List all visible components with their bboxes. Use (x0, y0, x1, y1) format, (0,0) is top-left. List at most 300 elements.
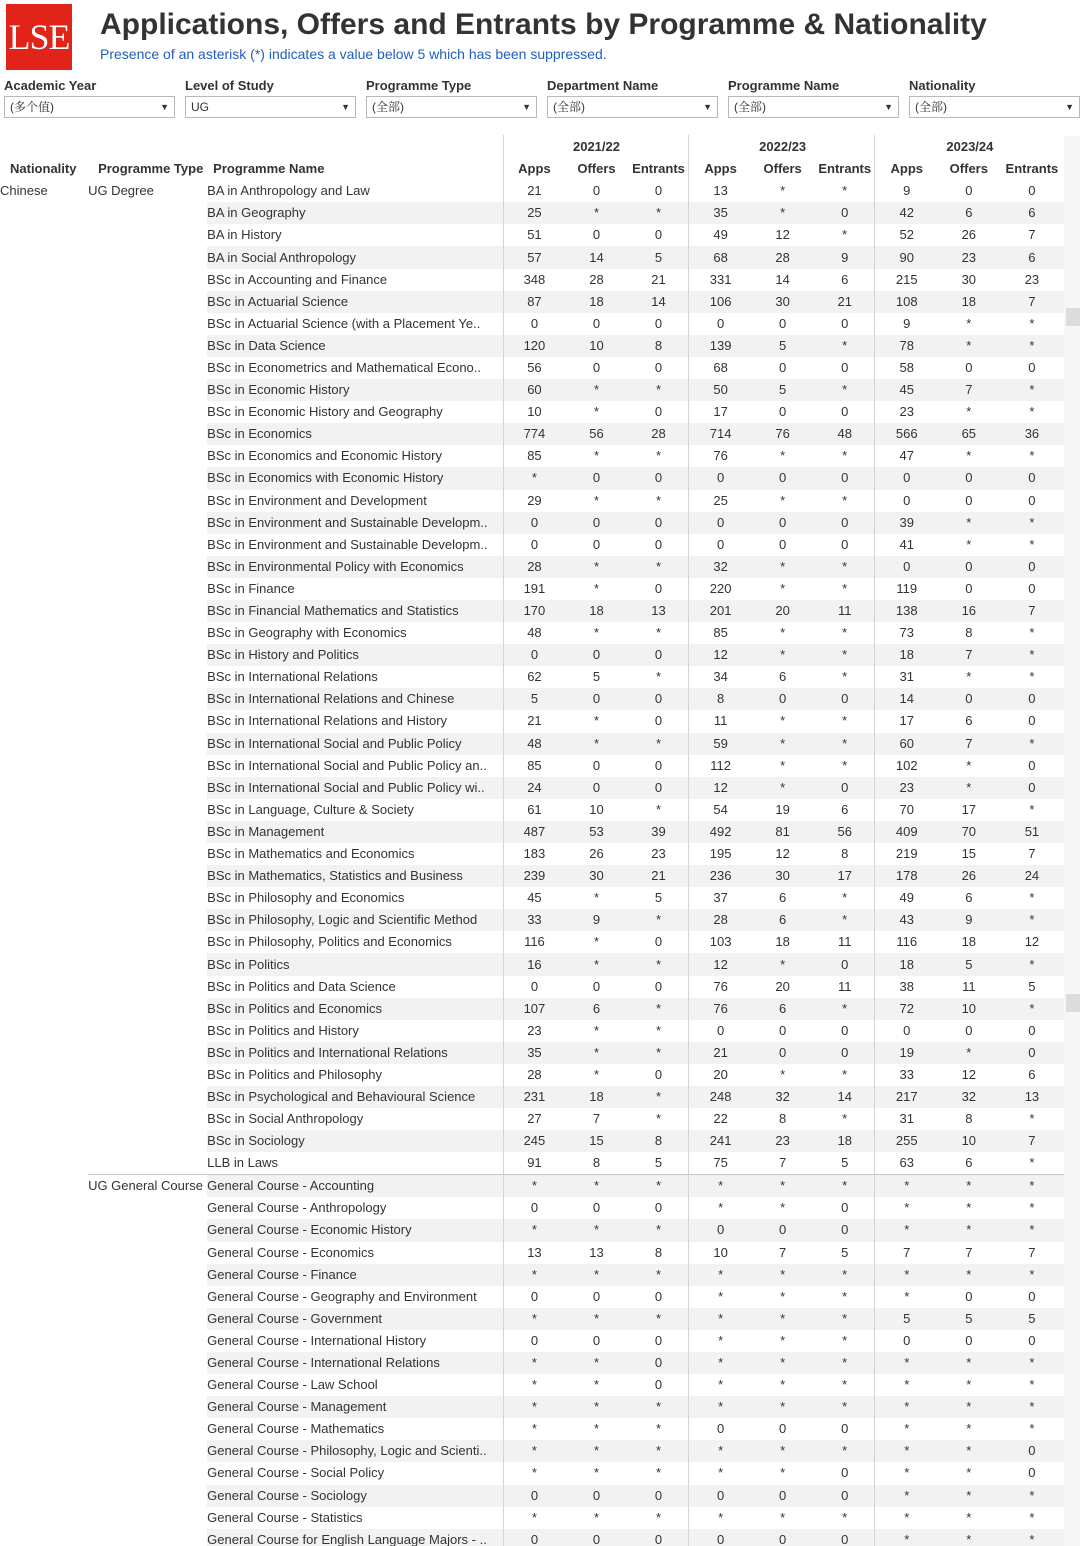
entrants-value-cell: * (1000, 1374, 1064, 1396)
apps-value-cell: 10 (690, 1242, 752, 1264)
entrants-value-cell: 0 (1000, 1462, 1064, 1484)
apps-value-cell: * (876, 1529, 938, 1546)
apps-value-cell: * (876, 1396, 938, 1418)
entrants-value-cell: * (814, 622, 876, 644)
apps-value-cell: 32 (690, 556, 752, 578)
apps-value-cell: 231 (503, 1086, 565, 1108)
column-header-apps[interactable]: Apps (704, 161, 737, 177)
offers-value-cell: 0 (565, 644, 627, 666)
offers-value-cell: 18 (752, 931, 814, 953)
entrants-value-cell: 0 (628, 578, 690, 600)
offers-value-cell: 0 (938, 467, 1000, 489)
programme-name-cell: BSc in Management (207, 821, 503, 843)
offers-value-cell: 18 (565, 291, 627, 313)
apps-value-cell: 48 (503, 733, 565, 755)
programme-name-cell: BSc in Psychological and Behavioural Science (207, 1086, 503, 1108)
entrants-value-cell: 5 (814, 1242, 876, 1264)
entrants-value-cell: 8 (628, 335, 690, 357)
entrants-value-cell: 0 (814, 1529, 876, 1546)
offers-value-cell: * (565, 1462, 627, 1484)
apps-value-cell: * (690, 1197, 752, 1219)
entrants-value-cell: 0 (1000, 467, 1064, 489)
column-header-programme-type[interactable]: Programme Type (98, 161, 204, 177)
entrants-value-cell: 21 (628, 865, 690, 887)
entrants-value-cell: 6 (1000, 246, 1064, 268)
programme-name-cell: BSc in International Relations and Chinese (207, 688, 503, 710)
entrants-value-cell: * (814, 578, 876, 600)
apps-value-cell: 236 (690, 865, 752, 887)
entrants-value-cell: 0 (628, 401, 690, 423)
offers-value-cell: * (938, 1175, 1000, 1198)
entrants-value-cell: 23 (628, 843, 690, 865)
apps-value-cell: 24 (503, 777, 565, 799)
apps-value-cell: 0 (503, 1286, 565, 1308)
entrants-value-cell: 0 (628, 710, 690, 732)
entrants-value-cell: 0 (1000, 1020, 1064, 1042)
programme-name-cell: General Course - Mathematics (207, 1418, 503, 1440)
offers-value-cell: 18 (938, 291, 1000, 313)
offers-value-cell: 7 (752, 1242, 814, 1264)
apps-value-cell: 0 (690, 467, 752, 489)
offers-value-cell: * (752, 777, 814, 799)
programme-name-cell: General Course - Philosophy, Logic and Scienti.. (207, 1440, 503, 1462)
apps-value-cell: * (690, 1374, 752, 1396)
programme-type-dropdown[interactable] (366, 96, 537, 118)
apps-value-cell: 106 (690, 291, 752, 313)
offers-value-cell: * (752, 202, 814, 224)
offers-value-cell: 5 (752, 335, 814, 357)
offers-value-cell: * (565, 931, 627, 953)
entrants-value-cell: 0 (628, 644, 690, 666)
offers-value-cell: * (752, 1396, 814, 1418)
programme-name-cell: General Course - Anthropology (207, 1197, 503, 1219)
filter-academic-year (4, 76, 175, 118)
entrants-value-cell: * (1000, 401, 1064, 423)
column-header-entrants[interactable]: Entrants (1005, 161, 1059, 177)
offers-value-cell: * (938, 1374, 1000, 1396)
entrants-value-cell: 0 (628, 1352, 690, 1374)
entrants-value-cell: * (1000, 1175, 1064, 1198)
offers-value-cell: 11 (938, 976, 1000, 998)
offers-value-cell: * (565, 953, 627, 975)
programme-name-cell: BSc in Environment and Sustainable Developm.. (207, 534, 503, 556)
apps-value-cell: 29 (503, 490, 565, 512)
offers-value-cell: * (752, 1440, 814, 1462)
entrants-value-cell: * (1000, 335, 1064, 357)
apps-value-cell: 191 (503, 578, 565, 600)
offers-value-cell: 20 (752, 600, 814, 622)
apps-value-cell: 0 (503, 1330, 565, 1352)
programme-name-cell: BSc in International Relations (207, 666, 503, 688)
apps-value-cell: 116 (876, 931, 938, 953)
offers-value-cell: 0 (752, 1219, 814, 1241)
entrants-value-cell: 11 (814, 976, 876, 998)
entrants-value-cell: * (1000, 953, 1064, 975)
offers-value-cell: 10 (565, 799, 627, 821)
apps-value-cell: 41 (876, 534, 938, 556)
dropdown-caret-icon: ▼ (522, 102, 531, 112)
department-name-dropdown[interactable] (547, 96, 718, 118)
offers-value-cell: * (565, 578, 627, 600)
entrants-value-cell: * (1000, 1264, 1064, 1286)
nationality-dropdown[interactable] (909, 96, 1080, 118)
entrants-value-cell: 7 (1000, 291, 1064, 313)
entrants-value-cell: 0 (1000, 1286, 1064, 1308)
programme-name-cell: General Course - Social Policy (207, 1462, 503, 1484)
apps-value-cell: 0 (503, 1485, 565, 1507)
offers-value-cell: 6 (938, 887, 1000, 909)
column-header-offers[interactable]: Offers (763, 161, 802, 177)
offers-value-cell: 10 (938, 1130, 1000, 1152)
entrants-value-cell: * (628, 490, 690, 512)
filter-level-of-study (185, 76, 356, 118)
apps-value-cell: 13 (503, 1242, 565, 1264)
apps-value-cell: 17 (690, 401, 752, 423)
entrants-value-cell: * (814, 1264, 876, 1286)
offers-value-cell: 7 (565, 1108, 627, 1130)
offers-value-cell: 5 (565, 666, 627, 688)
programme-name-cell: BSc in Philosophy and Economics (207, 887, 503, 909)
entrants-value-cell: * (814, 887, 876, 909)
entrants-value-cell: 24 (1000, 865, 1064, 887)
entrants-value-cell: * (628, 1418, 690, 1440)
entrants-value-cell: 0 (1000, 357, 1064, 379)
offers-value-cell: * (565, 1175, 627, 1198)
apps-value-cell: 47 (876, 445, 938, 467)
offers-value-cell: * (752, 556, 814, 578)
offers-value-cell: * (938, 755, 1000, 777)
column-header-entrants[interactable]: Entrants (818, 161, 872, 177)
programme-name-cell: BSc in Data Science (207, 335, 503, 357)
apps-value-cell: 0 (503, 534, 565, 556)
entrants-value-cell: 0 (1000, 1042, 1064, 1064)
offers-value-cell: * (565, 1418, 627, 1440)
entrants-value-cell: 23 (1000, 269, 1064, 291)
column-header-offers[interactable]: Offers (949, 161, 988, 177)
entrants-value-cell: * (814, 556, 876, 578)
entrants-value-cell: 5 (628, 246, 690, 268)
apps-value-cell: 38 (876, 976, 938, 998)
offers-value-cell: 8 (565, 1152, 627, 1175)
column-header-programme-name[interactable]: Programme Name (213, 161, 325, 177)
entrants-value-cell: 14 (814, 1086, 876, 1108)
entrants-value-cell: 0 (814, 777, 876, 799)
apps-value-cell: 68 (690, 246, 752, 268)
apps-value-cell: 348 (503, 269, 565, 291)
vertical-scrollbar[interactable] (1064, 136, 1080, 1546)
offers-value-cell: 16 (938, 600, 1000, 622)
programme-name-cell: BSc in Philosophy, Politics and Economics (207, 931, 503, 953)
offers-value-cell: 7 (938, 733, 1000, 755)
entrants-value-cell: * (814, 1330, 876, 1352)
entrants-value-cell: 0 (628, 1064, 690, 1086)
apps-value-cell: * (503, 1374, 565, 1396)
entrants-value-cell: 0 (814, 1197, 876, 1219)
offers-value-cell: 18 (938, 931, 1000, 953)
column-header-nationality[interactable]: Nationality (10, 161, 77, 177)
entrants-value-cell: * (814, 1108, 876, 1130)
dropdown-caret-icon: ▼ (160, 102, 169, 112)
entrants-value-cell: * (628, 1086, 690, 1108)
apps-value-cell: 91 (503, 1152, 565, 1175)
apps-value-cell: 28 (503, 1064, 565, 1086)
programme-name-cell: BSc in Politics and International Relations (207, 1042, 503, 1064)
offers-value-cell: 6 (752, 666, 814, 688)
academic-year-dropdown[interactable] (4, 96, 175, 118)
entrants-value-cell: 51 (1000, 821, 1064, 843)
programme-name-cell: BSc in Actuarial Science (with a Placement Ye.. (207, 313, 503, 335)
apps-value-cell: 75 (690, 1152, 752, 1175)
offers-value-cell: * (938, 1418, 1000, 1440)
apps-value-cell: * (690, 1264, 752, 1286)
column-header-apps[interactable]: Apps (518, 161, 551, 177)
apps-value-cell: 12 (690, 644, 752, 666)
apps-value-cell: 62 (503, 666, 565, 688)
programme-name-cell: BSc in International Social and Public Policy wi.. (207, 777, 503, 799)
offers-value-cell: * (565, 1020, 627, 1042)
entrants-value-cell: 9 (814, 246, 876, 268)
apps-value-cell: 248 (690, 1086, 752, 1108)
entrants-value-cell: 0 (628, 755, 690, 777)
entrants-value-cell: * (628, 909, 690, 931)
filter-value: (全部) (734, 100, 766, 114)
entrants-value-cell: * (1000, 887, 1064, 909)
entrants-value-cell: 0 (814, 512, 876, 534)
apps-value-cell: 16 (503, 953, 565, 975)
offers-value-cell: 0 (752, 467, 814, 489)
offers-value-cell: 0 (752, 357, 814, 379)
offers-value-cell: * (752, 1462, 814, 1484)
entrants-value-cell: * (814, 335, 876, 357)
offers-value-cell: 0 (565, 976, 627, 998)
entrants-value-cell: 0 (814, 1219, 876, 1241)
apps-value-cell: 25 (503, 202, 565, 224)
apps-value-cell: 34 (690, 666, 752, 688)
offers-value-cell: 32 (752, 1086, 814, 1108)
scrollbar-thumb[interactable] (1066, 994, 1080, 1012)
programme-name-dropdown[interactable] (728, 96, 899, 118)
year-header: 2023/24 (946, 139, 994, 155)
apps-value-cell: 195 (690, 843, 752, 865)
offers-value-cell: * (938, 666, 1000, 688)
apps-value-cell: 5 (503, 688, 565, 710)
programme-name-cell: BSc in Economics and Economic History (207, 445, 503, 467)
column-header-entrants[interactable]: Entrants (632, 161, 685, 177)
entrants-value-cell: 0 (628, 931, 690, 953)
entrants-value-cell: 0 (814, 534, 876, 556)
apps-value-cell: 87 (503, 291, 565, 313)
offers-value-cell: 6 (938, 1152, 1000, 1175)
offers-value-cell: 0 (938, 578, 1000, 600)
offers-value-cell: * (938, 777, 1000, 799)
offers-value-cell: * (752, 1286, 814, 1308)
offers-value-cell: 12 (752, 843, 814, 865)
offers-value-cell: 19 (752, 799, 814, 821)
filter-label: Department Name (547, 78, 659, 93)
entrants-value-cell: * (628, 1507, 690, 1529)
apps-value-cell: * (690, 1352, 752, 1374)
apps-value-cell: 85 (503, 445, 565, 467)
entrants-value-cell: * (1000, 1352, 1064, 1374)
apps-value-cell: 0 (690, 1485, 752, 1507)
table-row[interactable] (0, 1175, 1064, 1198)
apps-value-cell: 170 (503, 600, 565, 622)
entrants-value-cell: 0 (1000, 556, 1064, 578)
filter-nationality (909, 76, 1080, 118)
entrants-value-cell: * (1000, 512, 1064, 534)
apps-value-cell: 54 (690, 799, 752, 821)
offers-value-cell: * (752, 180, 814, 202)
apps-value-cell: 566 (876, 423, 938, 445)
offers-value-cell: * (752, 1197, 814, 1219)
entrants-value-cell: 0 (628, 224, 690, 246)
apps-value-cell: 241 (690, 1130, 752, 1152)
apps-value-cell: 492 (690, 821, 752, 843)
filter-programme-name (728, 76, 899, 118)
column-header-offers[interactable]: Offers (577, 161, 616, 177)
dropdown-caret-icon: ▼ (703, 102, 712, 112)
programme-name-cell: General Course - Sociology (207, 1485, 503, 1507)
apps-value-cell: 19 (876, 1042, 938, 1064)
entrants-value-cell: 0 (1000, 578, 1064, 600)
year-header: 2022/23 (759, 139, 807, 155)
apps-value-cell: 183 (503, 843, 565, 865)
entrants-value-cell: * (1000, 733, 1064, 755)
offers-value-cell: 6 (752, 909, 814, 931)
apps-value-cell: 63 (876, 1152, 938, 1175)
entrants-value-cell: 6 (1000, 202, 1064, 224)
apps-value-cell: * (876, 1264, 938, 1286)
programme-name-cell: BA in Anthropology and Law (207, 180, 503, 202)
entrants-value-cell: * (628, 666, 690, 688)
offers-value-cell: 30 (565, 865, 627, 887)
entrants-value-cell: * (1000, 1507, 1064, 1529)
programme-name-cell: BSc in Accounting and Finance (207, 269, 503, 291)
entrants-value-cell: * (814, 1440, 876, 1462)
apps-value-cell: 20 (690, 1064, 752, 1086)
entrants-value-cell: 21 (628, 269, 690, 291)
apps-value-cell: 120 (503, 335, 565, 357)
entrants-value-cell: * (628, 998, 690, 1020)
offers-value-cell: * (752, 1175, 814, 1198)
scrollbar-thumb[interactable] (1066, 308, 1080, 326)
filter-value: (全部) (372, 100, 404, 114)
apps-value-cell: 245 (503, 1130, 565, 1152)
entrants-value-cell: 0 (1000, 755, 1064, 777)
apps-value-cell: * (690, 1507, 752, 1529)
column-header-apps[interactable]: Apps (890, 161, 924, 177)
entrants-value-cell: 0 (628, 1330, 690, 1352)
apps-value-cell: 11 (690, 710, 752, 732)
offers-value-cell: * (565, 710, 627, 732)
table-row[interactable] (0, 180, 1064, 202)
apps-value-cell: 52 (876, 224, 938, 246)
offers-value-cell: 30 (752, 865, 814, 887)
programme-name-cell: BSc in Environmental Policy with Economics (207, 556, 503, 578)
apps-value-cell: * (503, 1396, 565, 1418)
offers-value-cell: 0 (565, 467, 627, 489)
entrants-value-cell: 36 (1000, 423, 1064, 445)
programme-name-cell: BSc in International Social and Public Policy (207, 733, 503, 755)
apps-value-cell: 0 (690, 1529, 752, 1546)
offers-value-cell: * (565, 1374, 627, 1396)
entrants-value-cell: * (1000, 909, 1064, 931)
apps-value-cell: 21 (503, 180, 565, 202)
entrants-value-cell: * (814, 710, 876, 732)
entrants-value-cell: 0 (628, 1197, 690, 1219)
apps-value-cell: 487 (503, 821, 565, 843)
programme-name-cell: General Course - Accounting (207, 1175, 503, 1198)
offers-value-cell: * (565, 1308, 627, 1330)
offers-value-cell: * (565, 202, 627, 224)
apps-value-cell: 119 (876, 578, 938, 600)
entrants-value-cell: * (628, 1175, 690, 1198)
offers-value-cell: 0 (565, 755, 627, 777)
apps-value-cell: 0 (503, 1529, 565, 1546)
offers-value-cell: 81 (752, 821, 814, 843)
programme-name-cell: LLB in Laws (207, 1152, 503, 1175)
programme-name-cell: BSc in Financial Mathematics and Statistics (207, 600, 503, 622)
entrants-value-cell: 0 (628, 357, 690, 379)
entrants-value-cell: * (814, 644, 876, 666)
entrants-value-cell: 7 (1000, 843, 1064, 865)
entrants-value-cell: 0 (814, 401, 876, 423)
entrants-value-cell: 0 (628, 1485, 690, 1507)
apps-value-cell: 49 (690, 224, 752, 246)
offers-value-cell: 10 (938, 998, 1000, 1020)
offers-value-cell: 0 (752, 688, 814, 710)
entrants-value-cell: 7 (1000, 224, 1064, 246)
apps-value-cell: * (503, 467, 565, 489)
entrants-value-cell: 6 (814, 269, 876, 291)
entrants-value-cell: * (628, 445, 690, 467)
offers-value-cell: 28 (565, 269, 627, 291)
offers-value-cell: 65 (938, 423, 1000, 445)
programme-name-cell: General Course - International History (207, 1330, 503, 1352)
offers-value-cell: 26 (938, 865, 1000, 887)
apps-value-cell: 331 (690, 269, 752, 291)
programme-name-cell: BA in Geography (207, 202, 503, 224)
offers-value-cell: 6 (752, 998, 814, 1020)
offers-value-cell: 0 (565, 777, 627, 799)
entrants-value-cell: * (628, 1308, 690, 1330)
entrants-value-cell: * (1000, 313, 1064, 335)
offers-value-cell: * (752, 1330, 814, 1352)
offers-value-cell: 7 (938, 379, 1000, 401)
apps-value-cell: 116 (503, 931, 565, 953)
entrants-value-cell: * (1000, 534, 1064, 556)
entrants-value-cell: * (814, 180, 876, 202)
apps-value-cell: * (876, 1374, 938, 1396)
entrants-value-cell: 0 (814, 467, 876, 489)
level-of-study-dropdown[interactable] (185, 96, 356, 118)
filter-label: Level of Study (185, 78, 274, 93)
entrants-value-cell: * (1000, 1418, 1064, 1440)
offers-value-cell: * (565, 1507, 627, 1529)
offers-value-cell: * (565, 1264, 627, 1286)
offers-value-cell: 6 (752, 887, 814, 909)
entrants-value-cell: 18 (814, 1130, 876, 1152)
apps-value-cell: 22 (690, 1108, 752, 1130)
offers-value-cell: * (752, 710, 814, 732)
entrants-value-cell: 0 (628, 1286, 690, 1308)
offers-value-cell: * (752, 1507, 814, 1529)
entrants-value-cell: * (628, 1440, 690, 1462)
entrants-value-cell: 7 (1000, 1130, 1064, 1152)
entrants-value-cell: 0 (814, 202, 876, 224)
entrants-value-cell: * (814, 1175, 876, 1198)
apps-value-cell: 217 (876, 1086, 938, 1108)
